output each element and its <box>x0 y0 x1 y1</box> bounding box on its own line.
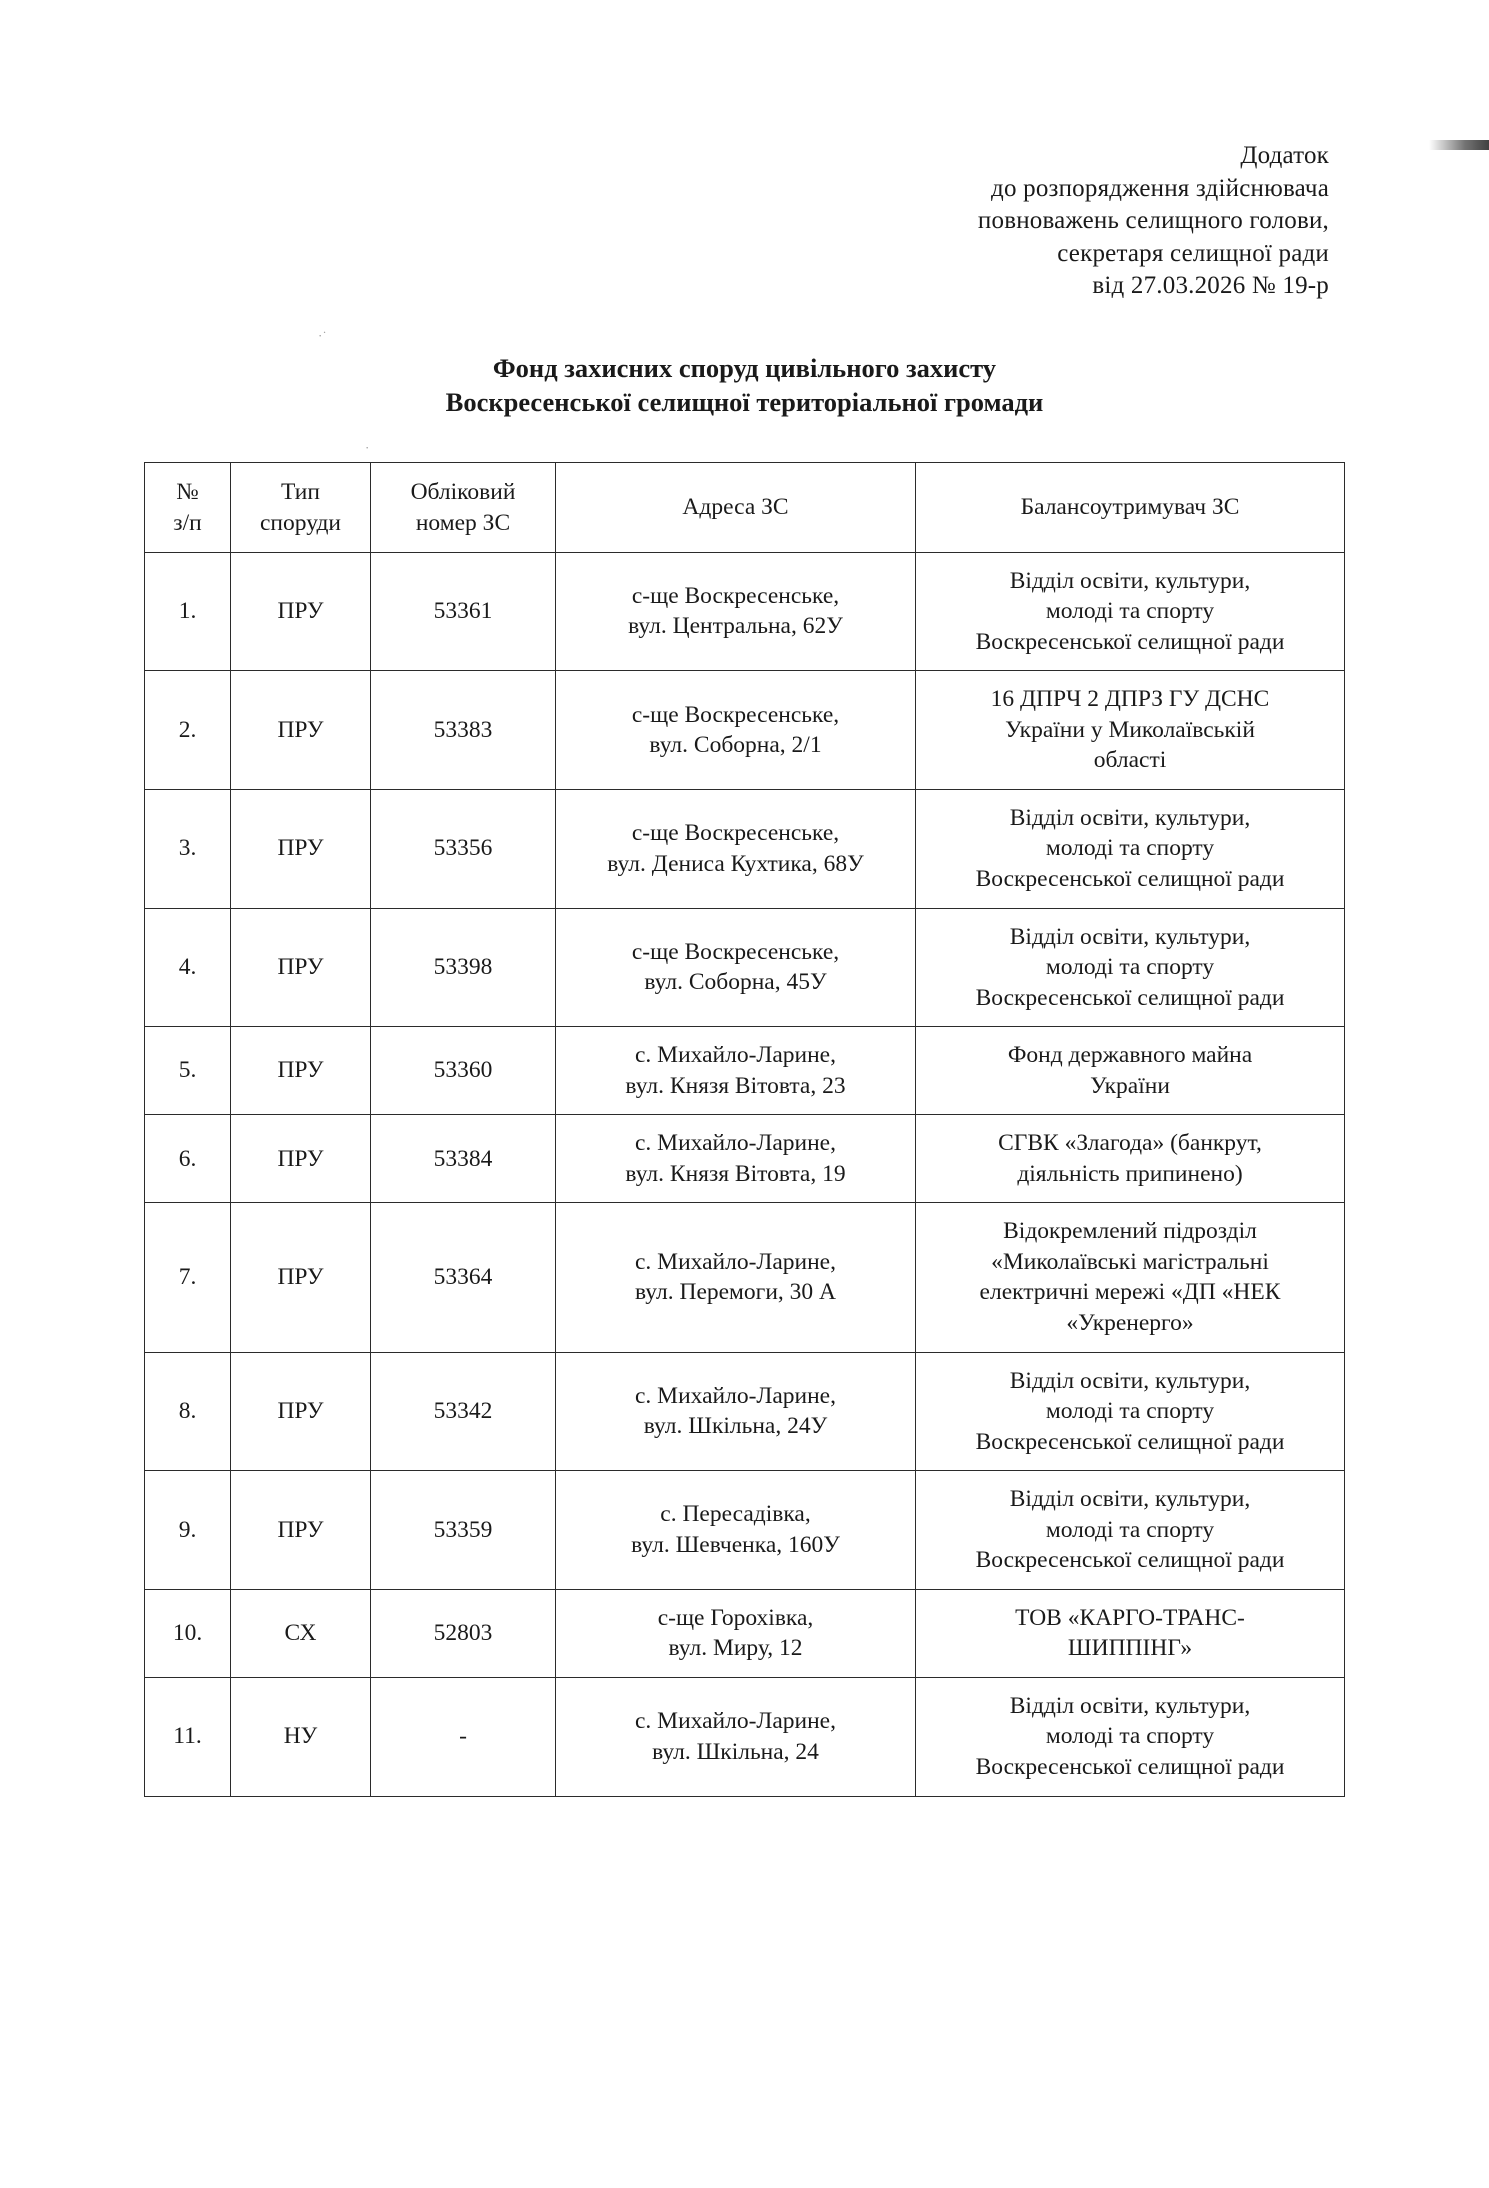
column-header-balance <box>916 463 1345 552</box>
cell-type: ПРУ <box>231 1203 371 1352</box>
cell-balance-line: молоді та спорту <box>1045 954 1215 981</box>
cell-no: 2. <box>145 671 231 790</box>
column-header-no-line1: № <box>176 479 199 506</box>
cell-number: 53384 <box>371 1115 556 1203</box>
cell-address <box>556 1589 916 1677</box>
cell-address <box>556 789 916 908</box>
cell-balance-line: Відділ освіти, культури, <box>1009 804 1251 831</box>
table-header-row <box>145 463 1345 552</box>
cell-number: 53360 <box>371 1027 556 1115</box>
cell-no: 8. <box>145 1352 231 1471</box>
cell-type: СХ <box>231 1589 371 1677</box>
column-header-type <box>231 463 371 552</box>
page-title-line-1: Фонд захисних споруд цивільного захисту <box>492 352 997 383</box>
page-title-line-2: Воскресенської селищної територіальної громади <box>445 387 1044 418</box>
cell-balance-line: діяльність припинено) <box>1017 1160 1243 1187</box>
cell-address-line: с. Михайло-Ларине, <box>635 1248 836 1275</box>
cell-type: ПРУ <box>231 908 371 1027</box>
column-header-address-line1: Адреса ЗС <box>682 494 789 521</box>
page-title <box>0 351 1489 421</box>
cell-balance-line: Відділ освіти, культури, <box>1009 1486 1251 1513</box>
cell-address-line: вул. Шевченка, 160У <box>631 1531 840 1558</box>
cell-address <box>556 1471 916 1590</box>
column-header-address <box>556 463 916 552</box>
document-page <box>0 140 1489 2188</box>
cell-no: 7. <box>145 1203 231 1352</box>
header-line-4: секретаря селищної ради <box>1057 239 1329 267</box>
cell-address <box>556 1115 916 1203</box>
cell-balance-line: СГВК «Злагода» (банкрут, <box>998 1130 1262 1157</box>
cell-balance-line: Воскресенської селищної ради <box>975 1547 1285 1574</box>
table-row <box>145 671 1345 790</box>
cell-number: - <box>371 1677 556 1796</box>
cell-no: 10. <box>145 1589 231 1677</box>
cell-balance-line: ШИППІНГ» <box>1067 1635 1193 1662</box>
header-line-3: повноважень селищного голови, <box>977 207 1329 234</box>
table-row <box>145 789 1345 908</box>
column-header-number <box>371 463 556 552</box>
cell-address <box>556 1027 916 1115</box>
cell-no: 11. <box>145 1677 231 1796</box>
table-row <box>145 1589 1345 1677</box>
table-row <box>145 1677 1345 1796</box>
column-header-no <box>145 463 231 552</box>
cell-no: 6. <box>145 1115 231 1203</box>
cell-address-line: вул. Шкільна, 24 <box>652 1738 819 1765</box>
column-header-type-line2: споруди <box>260 509 341 536</box>
cell-balance <box>916 1352 1345 1471</box>
cell-address-line: с. Михайло-Ларине, <box>635 1382 836 1409</box>
cell-address-line: с. Михайло-Ларине, <box>635 1708 836 1735</box>
cell-balance-line: Воскресенської селищної ради <box>975 1428 1285 1455</box>
document-header <box>0 140 1489 303</box>
cell-balance-line: України <box>1090 1072 1170 1099</box>
table-body <box>145 552 1345 1796</box>
cell-type: ПРУ <box>231 1027 371 1115</box>
cell-address-line: с-ще Воскресенське, <box>631 820 840 847</box>
cell-balance-line: молоді та спорту <box>1045 1398 1215 1425</box>
cell-address-line: вул. Дениса Кухтика, 68У <box>607 850 864 877</box>
table-row <box>145 552 1345 671</box>
cell-number: 53342 <box>371 1352 556 1471</box>
cell-type: ПРУ <box>231 671 371 790</box>
header-line-5: від 27.03.2026 № 19-р <box>1092 272 1329 299</box>
cell-balance-line: «Укренерго» <box>1066 1309 1194 1336</box>
cell-address-line: с. Михайло-Ларине, <box>635 1130 836 1157</box>
cell-type: НУ <box>231 1677 371 1796</box>
cell-balance <box>916 1471 1345 1590</box>
cell-balance-line: «Миколаївські магістральні <box>991 1248 1269 1275</box>
cell-balance <box>916 671 1345 790</box>
cell-number: 52803 <box>371 1589 556 1677</box>
cell-type: ПРУ <box>231 552 371 671</box>
cell-balance-line: електричні мережі «ДП «НЕК <box>979 1279 1281 1306</box>
table-row <box>145 1027 1345 1115</box>
table-row <box>145 1203 1345 1352</box>
table-row <box>145 1352 1345 1471</box>
cell-balance <box>916 789 1345 908</box>
cell-balance-line: молоді та спорту <box>1045 835 1215 862</box>
cell-balance-line: 16 ДПРЧ 2 ДПРЗ ГУ ДСНС <box>990 686 1270 713</box>
cell-balance-line: України у Миколаївській <box>1005 716 1255 743</box>
cell-balance-line: Відділ освіти, культури, <box>1009 1692 1251 1719</box>
cell-balance-line: Відділ освіти, культури, <box>1009 567 1251 594</box>
column-header-balance-line1: Балансоутримувач ЗС <box>1020 494 1240 521</box>
cell-no: 9. <box>145 1471 231 1590</box>
column-header-number-line2: номер ЗС <box>415 509 511 536</box>
cell-balance-line: Воскресенської селищної ради <box>975 628 1285 655</box>
cell-address <box>556 671 916 790</box>
cell-balance <box>916 552 1345 671</box>
cell-balance-line: Відокремлений підрозділ <box>1003 1218 1257 1245</box>
cell-address-line: с-ще Воскресенське, <box>631 938 840 965</box>
header-line-2: до розпорядження здійснювача <box>991 174 1329 202</box>
cell-balance-line: ТОВ «КАРГО-ТРАНС- <box>1015 1604 1245 1631</box>
column-header-no-line2: з/п <box>173 509 202 536</box>
cell-balance-line: Воскресенської селищної ради <box>975 865 1285 892</box>
cell-address-line: вул. Миру, 12 <box>668 1635 803 1662</box>
cell-address-line: с-ще Воскресенське, <box>631 582 840 609</box>
cell-address <box>556 552 916 671</box>
cell-address-line: с-ще Горохівка, <box>657 1604 814 1631</box>
table-row <box>145 908 1345 1027</box>
cell-address-line: вул. Князя Вітовта, 23 <box>625 1072 846 1099</box>
column-header-number-line1: Обліковий <box>410 479 516 506</box>
cell-type: ПРУ <box>231 789 371 908</box>
cell-address-line: вул. Соборна, 2/1 <box>649 732 822 759</box>
cell-address-line: вул. Перемоги, 30 А <box>634 1279 836 1306</box>
cell-balance-line: області <box>1093 747 1167 774</box>
cell-number: 53361 <box>371 552 556 671</box>
header-line-1: Додаток <box>1240 142 1329 169</box>
cell-balance <box>916 1589 1345 1677</box>
cell-no: 5. <box>145 1027 231 1115</box>
cell-address-line: с. Пересадівка, <box>660 1501 811 1528</box>
cell-number: 53383 <box>371 671 556 790</box>
cell-type: ПРУ <box>231 1115 371 1203</box>
cell-address <box>556 1352 916 1471</box>
cell-balance <box>916 1677 1345 1796</box>
cell-address <box>556 1677 916 1796</box>
cell-number: 53398 <box>371 908 556 1027</box>
cell-no: 1. <box>145 552 231 671</box>
cell-number: 53356 <box>371 789 556 908</box>
cell-number: 53359 <box>371 1471 556 1590</box>
cell-address-line: с-ще Воскресенське, <box>631 701 840 728</box>
shelters-table <box>144 462 1345 1796</box>
cell-no: 3. <box>145 789 231 908</box>
table-row <box>145 1471 1345 1590</box>
cell-number: 53364 <box>371 1203 556 1352</box>
cell-balance-line: молоді та спорту <box>1045 1723 1215 1750</box>
cell-balance-line: молоді та спорту <box>1045 598 1215 625</box>
column-header-type-line1: Тип <box>281 479 320 506</box>
cell-type: ПРУ <box>231 1471 371 1590</box>
cell-balance <box>916 1115 1345 1203</box>
table-header <box>145 463 1345 552</box>
cell-type: ПРУ <box>231 1352 371 1471</box>
scan-edge-artifact <box>1429 140 1489 150</box>
cell-balance-line: Воскресенської селищної ради <box>975 1754 1285 1780</box>
cell-balance-line: Відділ освіти, культури, <box>1009 923 1251 950</box>
cell-address-line: вул. Центральна, 62У <box>628 613 843 640</box>
cell-address-line: вул. Соборна, 45У <box>644 969 827 996</box>
scan-speck: ·˙ <box>318 328 327 343</box>
cell-address-line: вул. Шкільна, 24У <box>643 1413 828 1440</box>
cell-address <box>556 1203 916 1352</box>
cell-balance-line: Відділ освіти, культури, <box>1009 1367 1251 1394</box>
cell-balance <box>916 1027 1345 1115</box>
cell-balance <box>916 908 1345 1027</box>
cell-balance <box>916 1203 1345 1352</box>
cell-address <box>556 908 916 1027</box>
cell-no: 4. <box>145 908 231 1027</box>
cell-address-line: с. Михайло-Ларине, <box>635 1042 836 1069</box>
cell-address-line: вул. Князя Вітовта, 19 <box>625 1160 846 1187</box>
table-row <box>145 1115 1345 1203</box>
scan-speck: · <box>365 440 370 455</box>
cell-balance-line: молоді та спорту <box>1045 1516 1215 1543</box>
cell-balance-line: Фонд державного майна <box>1007 1042 1253 1069</box>
cell-balance-line: Воскресенської селищної ради <box>975 984 1285 1011</box>
